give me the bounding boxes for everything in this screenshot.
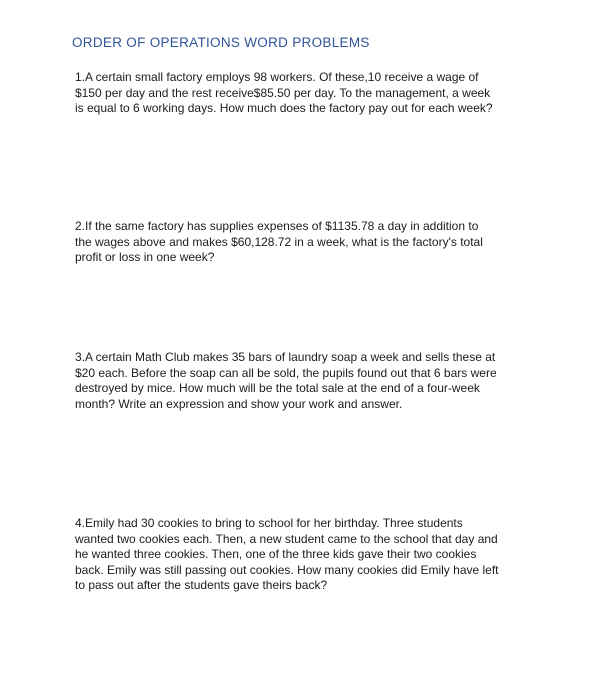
problem-line: the wages above and makes $60,128.72 in a week, what is the factory's total <box>75 234 483 249</box>
worksheet-title: ORDER OF OPERATIONS WORD PROBLEMS <box>72 35 370 50</box>
problem-line: month? Write an expression and show your work and answer. <box>75 396 403 411</box>
problem-line: 4.Emily had 30 cookies to bring to school for her birthday. Three students <box>75 516 463 530</box>
problem-line: he wanted three cookies. Then, one of the three kids gave their two cookies <box>75 547 477 561</box>
problem-4 <box>75 516 545 594</box>
problem-1 <box>75 70 545 117</box>
problem-line: destroyed by mice. How much will be the total sale at the end of a four-week <box>75 381 480 395</box>
problem-line: wanted two cookies each. Then, a new student came to the school that day and <box>75 531 498 546</box>
problem-line: $20 each. Before the soap can all be sold, the pupils found out that 6 bars were <box>75 365 497 380</box>
problem-line: 2.If the same factory has supplies expenses of $1135.78 a day in addition to <box>75 219 479 233</box>
problem-line: profit or loss in one week? <box>75 250 215 264</box>
problem-line: 1.A certain small factory employs 98 workers. Of these,10 receive a wage of <box>75 70 479 84</box>
problem-line: $150 per day and the rest receive$85.50 per day. To the management, a week <box>75 85 491 100</box>
problem-line: to pass out after the students gave theirs back? <box>75 578 328 592</box>
problem-line: 3.A certain Math Club makes 35 bars of laundry soap a week and sells these at <box>75 350 496 364</box>
problem-2 <box>75 219 545 266</box>
problem-3 <box>75 350 545 412</box>
problem-line: back. Emily was still passing out cookies. How many cookies did Emily have left <box>75 562 499 577</box>
problem-line: is equal to 6 working days. How much does the factory pay out for each week? <box>75 101 493 115</box>
